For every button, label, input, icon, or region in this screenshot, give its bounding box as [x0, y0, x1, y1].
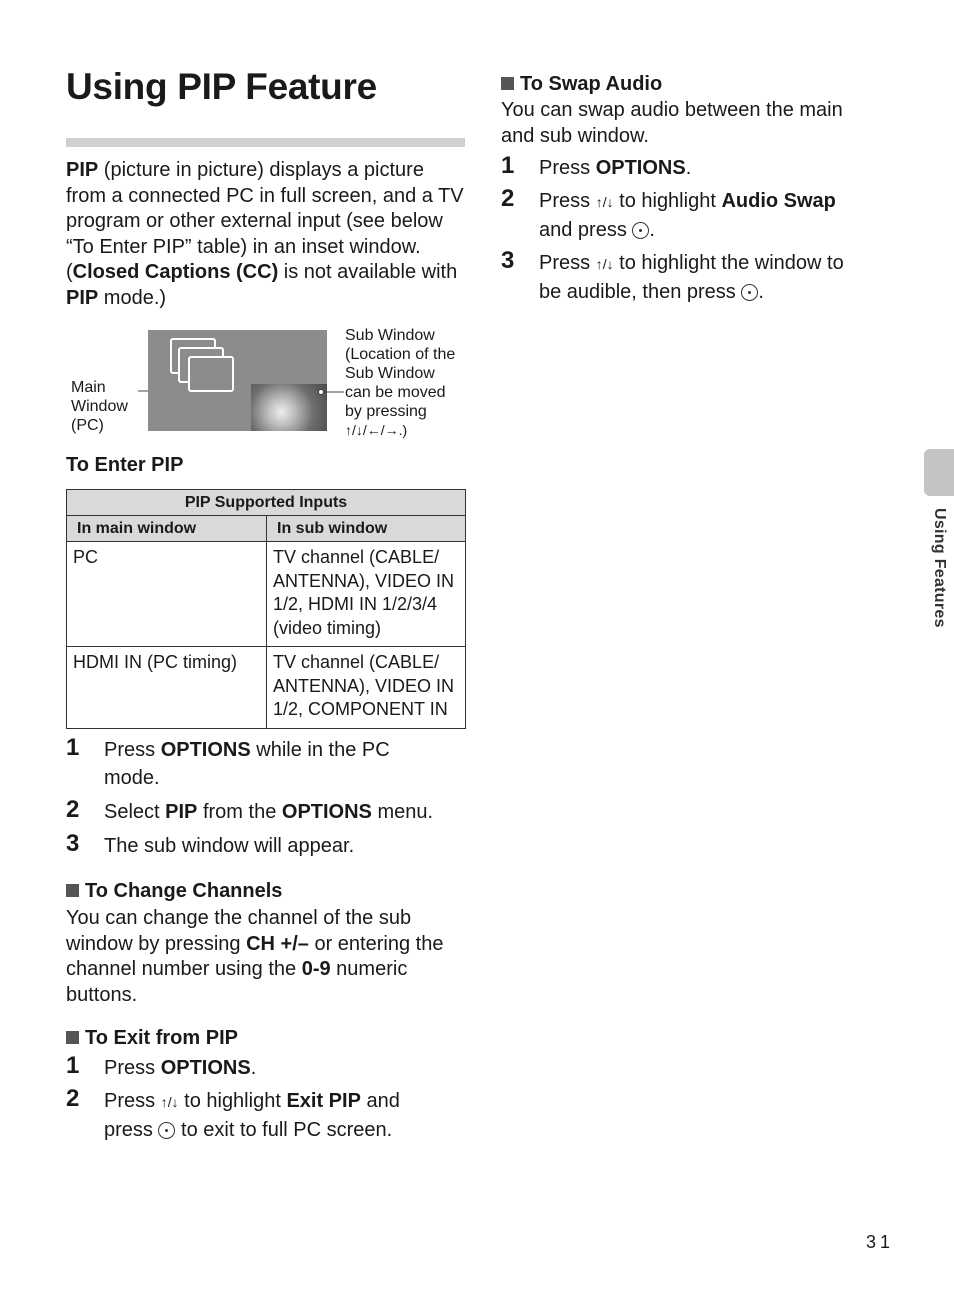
enter-pip-heading: To Enter PIP — [66, 454, 184, 476]
square-bullet-icon — [66, 1031, 79, 1044]
sub-window-leader-line — [318, 386, 346, 398]
change-channels-text: You can change the channel of the sub window by pressing CH +/– or entering the channel number using the 0-9 numeric buttons. — [66, 907, 444, 1006]
square-bullet-icon — [501, 77, 514, 90]
title-divider — [66, 138, 465, 147]
pip-term: PIP — [66, 159, 99, 181]
col-sub-window: In sub window — [267, 516, 466, 542]
pip-diagram — [148, 330, 327, 431]
pip-inputs-table — [66, 489, 466, 729]
enter-button-icon — [632, 222, 649, 239]
main-window-label: Main Window (PC) — [71, 379, 128, 434]
section-side-tab — [924, 449, 954, 496]
swap-audio-heading: To Swap Audio — [501, 73, 662, 96]
enter-button-icon — [741, 284, 758, 301]
swap-audio-text: You can swap audio between the main and sub window. — [501, 99, 843, 147]
col-main-window: In main window — [67, 516, 267, 542]
change-channels-heading: To Change Channels — [66, 880, 282, 903]
up-down-arrow-icon: ↑/↓ — [160, 1094, 179, 1110]
sub-window-image — [251, 384, 327, 431]
page-title: Using PIP Feature — [66, 66, 377, 107]
exit-pip-heading: To Exit from PIP — [66, 1027, 238, 1050]
table-row: PC TV channel (CABLE/ ANTENNA), VIDEO IN 1/2, HDMI IN 1/2/3/4 (video timing) — [67, 542, 466, 647]
section-side-label: Using Features — [931, 508, 948, 628]
intro-paragraph: PIP (picture in picture) displays a picture from a connected PC in full screen, and a TV program or other external input (see below “To Enter PIP” table) in an inset window. (Closed Captions (CC) is not available with PIP mode.) — [66, 159, 464, 309]
page-number: 31 — [866, 1232, 895, 1252]
up-down-arrow-icon: ↑/↓ — [595, 256, 614, 272]
square-bullet-icon — [66, 884, 79, 897]
folder-icon — [188, 356, 234, 392]
table-header: PIP Supported Inputs — [67, 490, 466, 516]
enter-button-icon — [158, 1122, 175, 1139]
cc-term: Closed Captions (CC) — [72, 261, 279, 283]
table-row: HDMI IN (PC timing) TV channel (CABLE/ ANTENNA), VIDEO IN 1/2, COMPONENT IN — [67, 647, 466, 729]
up-down-arrow-icon: ↑/↓ — [595, 194, 614, 210]
sub-window-label: Sub Window (Location of the Sub Window can be moved by pressing ↑/↓/←/→.) — [345, 327, 456, 438]
